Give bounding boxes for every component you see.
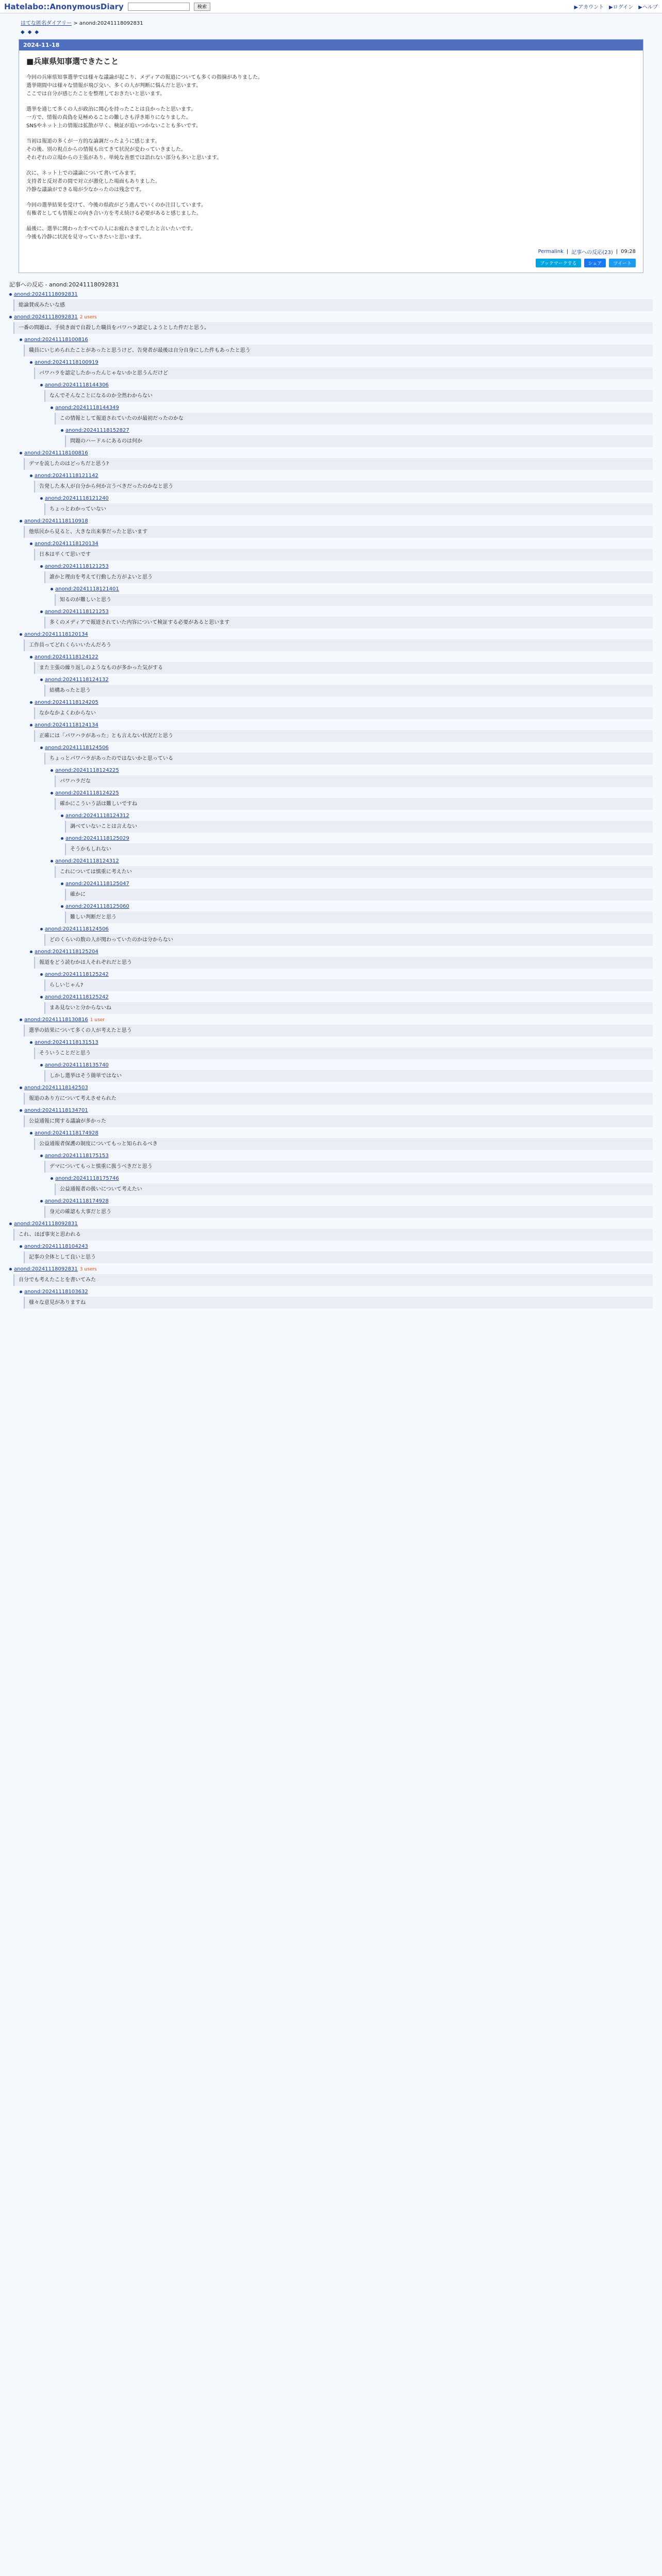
entry-paragraph: 今後も冷静に状況を見守っていきたいと思います。 — [26, 234, 145, 240]
reply-item — [20, 1085, 653, 1105]
reply-item — [51, 858, 653, 878]
reply-item — [51, 405, 653, 425]
site-logo[interactable]: Hatelabo::AnonymousDiary — [4, 2, 124, 11]
top-links — [574, 3, 658, 10]
entry-section — [26, 138, 636, 162]
reply-item — [40, 496, 653, 515]
reply-header — [51, 405, 653, 411]
entry-title: ■兵庫県知事選できたこと — [26, 57, 119, 66]
reply-body: 誰かと理由を考えて行動した方がよいと思う — [44, 571, 653, 583]
breadcrumb-separator: > — [72, 21, 79, 26]
reply-link[interactable]: anond:20241118124225 — [55, 768, 119, 773]
bullet-icon — [40, 747, 43, 749]
reply-item — [40, 1062, 653, 1082]
entry-paragraph: 冷静な議論ができる場が少なかったのは残念です。 — [26, 187, 145, 193]
reply-body: 記事の全体として良いと思う — [24, 1251, 653, 1263]
bullet-icon — [30, 361, 32, 364]
search-input[interactable] — [128, 3, 190, 11]
reply-header — [61, 813, 653, 819]
reply-link[interactable]: anond:20241118130816 — [24, 1017, 88, 1023]
bullet-icon — [51, 406, 53, 409]
reply-item — [40, 677, 653, 697]
entry-section — [26, 74, 636, 98]
reply-link[interactable]: anond:20241118121253 — [45, 609, 109, 615]
facebook-share-button[interactable]: シェア — [584, 259, 606, 267]
reply-body: 正確には「パワハラがあった」とも言えない状況だと思う — [34, 730, 653, 742]
reply-item — [30, 722, 653, 742]
reply-body: そうかもしれない — [65, 843, 653, 855]
bullet-icon — [51, 588, 53, 590]
bullet-icon — [61, 905, 63, 908]
reply-header — [61, 428, 653, 433]
reply-body: パワハラを認定したかったんじゃないかと思うんだけど — [34, 367, 653, 379]
user-icons — [0, 26, 662, 38]
reply-body: 難しい判断だと思う — [65, 911, 653, 923]
reply-header — [40, 1153, 653, 1159]
reply-header — [30, 654, 653, 660]
reply-body: 結構あったと思う — [44, 685, 653, 697]
bullet-icon — [30, 701, 32, 704]
separator: | — [616, 249, 618, 255]
entry-body — [19, 50, 643, 245]
login-link[interactable]: ▶ログイン — [609, 5, 634, 10]
entry-paragraph: 選挙を通じて多くの人が政治に関心を持ったことは良かったと思います。 — [26, 107, 196, 112]
reply-list — [9, 292, 653, 1309]
reply-link[interactable]: anond:20241118144349 — [55, 405, 119, 411]
entry-paragraph: 次に、ネット上での議論について書いてみます。 — [26, 171, 139, 176]
reply-link[interactable]: anond:20241118092831 — [14, 292, 78, 297]
reply-header — [30, 949, 653, 955]
reply-item — [30, 1130, 653, 1150]
bullet-icon — [30, 656, 32, 658]
reply-link[interactable]: anond:20241118175153 — [45, 1153, 109, 1159]
reply-body: まあ見ないと分からないね — [44, 1002, 653, 1014]
reply-body: 問題のハードルにあるのは何か — [65, 435, 653, 447]
reply-header — [30, 700, 653, 705]
tweet-button[interactable]: ツイート — [609, 259, 636, 267]
reply-body: 様々な意見がありますね — [24, 1297, 653, 1309]
top-bar — [0, 0, 662, 13]
reply-link[interactable]: anond:20241118124134 — [35, 722, 98, 728]
reply-header — [30, 473, 653, 479]
reply-link[interactable]: anond:20241118174928 — [45, 1198, 109, 1204]
reply-link[interactable]: anond:20241118110918 — [24, 518, 88, 524]
reply-link[interactable]: anond:20241118124122 — [35, 654, 98, 660]
bullet-icon — [51, 792, 53, 794]
reply-item — [51, 790, 653, 810]
reply-link[interactable]: anond:20241118124225 — [55, 790, 119, 796]
reply-header — [51, 586, 653, 592]
reply-item — [30, 949, 653, 969]
reply-header — [51, 768, 653, 773]
entry-paragraph: SNSやネット上の情報は拡散が早く、検証が追いつかないことも多いです。 — [26, 123, 202, 129]
reply-header — [9, 314, 653, 320]
reply-link[interactable]: anond:20241118152827 — [65, 428, 129, 433]
reply-item — [30, 360, 653, 379]
reply-body: 多くのメディアで報道されていた内容について検証する必要があると思います — [44, 617, 653, 629]
entry-paragraph: 支持者と反対者の間で対立が激化した場面もありました。 — [26, 179, 160, 184]
reply-link[interactable]: anond:20241118120134 — [24, 632, 88, 637]
reply-body: どのくらいの数の人が関わっていたのかは分からない — [44, 934, 653, 946]
bullet-icon — [40, 497, 43, 500]
bullet-icon — [20, 633, 22, 636]
entry-paragraph: 当初は報道の多くが一方的な論調だったように感じます。 — [26, 139, 160, 144]
reply-link[interactable]: anond:20241118100919 — [35, 360, 98, 365]
reply-item — [40, 972, 653, 991]
breadcrumb — [0, 13, 662, 26]
reply-item — [40, 1198, 653, 1218]
reply-item — [30, 1040, 653, 1059]
bullet-icon — [30, 1041, 32, 1044]
reply-header — [40, 677, 653, 683]
reply-body: 確かにこういう話は難しいですね — [55, 798, 653, 810]
reply-link[interactable]: anond:20241118175746 — [55, 1176, 119, 1181]
bullet-icon — [40, 1064, 43, 1066]
reply-header — [20, 1085, 653, 1091]
reply-body: 職員にいじめられたことがあったと思うけど、告発者が最後は自分自身にした件もあったと思う — [24, 345, 653, 357]
reply-item — [20, 337, 653, 357]
reply-item — [61, 813, 653, 833]
reply-link[interactable]: anond:20241118144306 — [45, 382, 109, 388]
reply-link[interactable]: anond:20241118121240 — [45, 496, 109, 501]
reply-link[interactable]: anond:20241118092831 — [14, 314, 78, 320]
reply-header — [20, 1108, 653, 1113]
reply-link[interactable]: anond:20241118124506 — [45, 926, 109, 932]
reply-body: 知るのが難しいと思う — [55, 594, 653, 606]
reply-body: 自分でも考えたことを書いてみた — [13, 1274, 653, 1286]
bullet-icon — [20, 520, 22, 522]
reply-item — [61, 836, 653, 855]
reply-body: 報道のあり方について考えさせられた — [24, 1093, 653, 1105]
reply-body: 日本は平くて思いです — [34, 549, 653, 561]
reply-item — [9, 292, 653, 311]
user-icon[interactable]: ◆ — [27, 29, 32, 35]
account-link[interactable]: ▶アカウント — [574, 5, 604, 10]
entry-footer — [19, 245, 643, 259]
entry-paragraph: ここでは自分が感じたことを整理しておきたいと思います。 — [26, 91, 166, 97]
entry-paragraph: 一方で、情報の真偽を見極めることの難しさも浮き彫りになりました。 — [26, 115, 191, 121]
reply-body: なかなかよくわからない — [34, 707, 653, 719]
reply-link[interactable]: anond:20241118092831 — [14, 1266, 78, 1272]
reply-body: この情報として報道されていたのが最初だったのかな — [55, 413, 653, 425]
entry-paragraph: 選挙期間中は様々な情報が飛び交い、多くの人が判断に悩んだと思います。 — [26, 83, 202, 89]
reply-header — [40, 1198, 653, 1204]
reply-link[interactable]: anond:20241118104243 — [24, 1244, 88, 1249]
reply-item — [51, 1176, 653, 1195]
reply-link[interactable]: anond:20241118121253 — [45, 564, 109, 569]
separator: | — [566, 249, 569, 255]
bullet-icon — [20, 1109, 22, 1112]
bullet-icon — [40, 565, 43, 568]
reply-item — [40, 609, 653, 629]
reply-body: 一番の問題は、手続き面で自殺した職員をパワハラ認定しようとした件だと思う。 — [13, 322, 653, 334]
reply-header — [30, 541, 653, 547]
bullet-icon — [61, 429, 63, 432]
bullet-icon — [9, 1223, 12, 1225]
bullet-icon — [51, 769, 53, 772]
reply-link[interactable]: anond:20241118174928 — [35, 1130, 98, 1136]
bullet-icon — [9, 293, 12, 296]
reply-body: ちょっとパワハラがあったのではないかと思っている — [44, 753, 653, 765]
reply-item — [20, 1289, 653, 1309]
user-icon[interactable]: ◆ — [21, 29, 25, 35]
bullet-icon — [20, 1019, 22, 1021]
reply-body: そういうことだと思う — [34, 1047, 653, 1059]
reply-body: ちょっとわかっていない — [44, 503, 653, 515]
bullet-icon — [20, 452, 22, 454]
reply-item — [40, 564, 653, 583]
reply-header — [20, 450, 653, 456]
reply-header — [30, 360, 653, 365]
reply-item — [40, 745, 653, 765]
reply-link[interactable]: anond:20241118124312 — [65, 813, 129, 819]
reply-link[interactable]: anond:20241118125242 — [45, 972, 109, 977]
reply-header — [20, 1289, 653, 1295]
reply-header — [9, 1221, 653, 1227]
reactions-link[interactable]: 記事への反応(23) — [571, 250, 613, 256]
reply-header — [30, 722, 653, 728]
bullet-icon — [20, 338, 22, 341]
reply-link[interactable]: anond:20241118142503 — [24, 1085, 88, 1091]
breadcrumb-current: anond:20241118092831 — [79, 21, 143, 26]
reply-body: 告発した本人が自分から何か言うべきだったのかなと思う — [34, 481, 653, 493]
reply-link[interactable]: anond:20241118124132 — [45, 677, 109, 683]
entry-section — [26, 225, 636, 242]
bullet-icon — [61, 837, 63, 840]
bookmark-count[interactable]: 1 user — [90, 1017, 105, 1023]
help-link[interactable]: ▶ヘルプ — [638, 5, 658, 10]
reply-header — [51, 790, 653, 796]
reply-header — [51, 1176, 653, 1181]
reply-item — [61, 881, 653, 901]
bullet-icon — [20, 1291, 22, 1293]
reply-link[interactable]: anond:20241118125060 — [65, 904, 129, 909]
thread-heading: 記事への反応 - anond:20241118092831 — [9, 281, 120, 288]
reply-body: 調べていないことは言えない — [65, 821, 653, 833]
reply-item — [30, 473, 653, 493]
reply-body: 身元の確認も大事だと思う — [44, 1206, 653, 1218]
reply-item — [9, 314, 653, 334]
bullet-icon — [40, 679, 43, 681]
reply-header — [40, 745, 653, 751]
reply-header — [61, 836, 653, 841]
reply-header — [40, 382, 653, 388]
bullet-icon — [30, 724, 32, 726]
reply-link[interactable]: anond:20241118124506 — [45, 745, 109, 751]
reply-item — [20, 450, 653, 470]
reply-header — [20, 518, 653, 524]
reply-header — [40, 972, 653, 977]
reply-body: 工作員ってどれくらいいたんだろう — [24, 639, 653, 651]
bullet-icon — [51, 1177, 53, 1180]
bullet-icon — [9, 1268, 12, 1270]
reply-body: 他県民から見ると、大きな出来事だったと思います — [24, 526, 653, 538]
reply-link[interactable]: anond:20241118125204 — [35, 949, 98, 955]
bullet-icon — [61, 815, 63, 817]
reply-header — [20, 1244, 653, 1249]
reply-header — [51, 858, 653, 864]
bullet-icon — [40, 973, 43, 976]
reply-link[interactable]: anond:20241118125242 — [45, 994, 109, 1000]
reply-body: 確かに — [65, 889, 653, 901]
reply-body: 総論賛成みたいな感 — [13, 299, 653, 311]
search-button[interactable]: 検索 — [194, 3, 210, 11]
bullet-icon — [40, 611, 43, 613]
entry-time: 09:28 — [621, 249, 636, 255]
reply-header — [40, 564, 653, 569]
reply-item — [40, 926, 653, 946]
bullet-icon — [40, 1200, 43, 1202]
entry-paragraph: その後、別の視点からの情報も出てきて状況が変わっていきました。 — [26, 147, 186, 152]
reply-link[interactable]: anond:20241118131513 — [35, 1040, 98, 1045]
reply-header — [61, 904, 653, 909]
reply-body: パワハラだな — [55, 775, 653, 787]
breadcrumb-parent[interactable]: はてな匿名ダイアリー — [21, 21, 72, 26]
reply-link[interactable]: anond:20241118100816 — [24, 450, 88, 456]
reply-body: らしいじゃん? — [44, 979, 653, 991]
bullet-icon — [30, 951, 32, 953]
reply-header — [40, 994, 653, 1000]
reply-link[interactable]: anond:20241118124205 — [35, 700, 98, 705]
reply-body: 公益通報者の扱いについて考えたい — [55, 1183, 653, 1195]
reply-item — [51, 586, 653, 606]
entry-paragraph: それぞれの立場からの主張があり、単純な善悪では語れない部分も多いと思います。 — [26, 155, 222, 161]
entry-paragraph: 有権者としても情報との向き合い方を考え続ける必要があると感じました。 — [26, 211, 202, 216]
reply-link[interactable]: anond:20241118135740 — [45, 1062, 109, 1068]
reply-body: 公益通報に関する議論が多かった — [24, 1115, 653, 1127]
reply-body: デマについてもっと慎重に扱うべきだと思う — [44, 1161, 653, 1173]
entry-paragraph: 今回の選挙結果を受けて、今後の県政がどう進んでいくのか注目しています。 — [26, 202, 206, 208]
entry-sections — [26, 74, 636, 242]
reply-header — [40, 1062, 653, 1068]
reply-link[interactable]: anond:20241118121142 — [35, 473, 98, 479]
reply-header — [9, 292, 653, 297]
bullet-icon — [30, 543, 32, 545]
reply-link[interactable]: anond:20241118125029 — [65, 836, 129, 841]
reply-header — [20, 632, 653, 637]
reply-link[interactable]: anond:20241118092831 — [14, 1221, 78, 1227]
reply-header — [30, 1040, 653, 1045]
entry-paragraph: 今回の兵庫県知事選挙では様々な議論が起こり、メディアの報道についても多くの指摘がありました。 — [26, 75, 263, 80]
permalink-link[interactable]: Permalink — [538, 249, 564, 255]
reply-link[interactable]: anond:20241118120134 — [35, 541, 98, 547]
reply-header — [30, 1130, 653, 1136]
entry-date: 2024-11-18 — [19, 40, 643, 50]
reply-header — [40, 496, 653, 501]
reply-item — [51, 768, 653, 787]
reply-header — [40, 609, 653, 615]
reply-item — [9, 1221, 653, 1241]
reactions-thread — [9, 280, 653, 1309]
reply-header — [61, 881, 653, 887]
reply-link[interactable]: anond:20241118125047 — [65, 881, 129, 887]
reply-body: 報道をどう読むかは人それぞれだと思う — [34, 957, 653, 969]
reply-link[interactable]: anond:20241118124312 — [55, 858, 119, 864]
reply-body: しかし選挙はそう簡単ではない — [44, 1070, 653, 1082]
bullet-icon — [40, 384, 43, 386]
entry-paragraph: 最後に、選挙に関わったすべての人にお疲れさまでしたと言いたいです。 — [26, 226, 196, 232]
bookmark-count[interactable]: 2 users — [79, 314, 97, 320]
entry-section — [26, 170, 636, 194]
reply-item — [30, 541, 653, 561]
entry-section — [26, 201, 636, 218]
reply-header — [9, 1266, 653, 1272]
reply-header — [20, 337, 653, 343]
user-icon[interactable]: ◆ — [35, 29, 39, 35]
reply-body: これ、ほぼ事実と思われる — [13, 1229, 653, 1241]
bookmark-count[interactable]: 3 users — [79, 1266, 97, 1272]
reply-item — [20, 518, 653, 538]
bullet-icon — [30, 474, 32, 477]
reply-item — [20, 1017, 653, 1037]
reply-item — [61, 904, 653, 923]
bookmark-button[interactable]: ブックマークする — [536, 259, 581, 267]
reply-item — [40, 994, 653, 1014]
reply-link[interactable]: anond:20241118100816 — [24, 337, 88, 343]
reply-item — [9, 1266, 653, 1286]
bullet-icon — [20, 1087, 22, 1089]
reply-body: また主張の繰り返しのようなものが多かった気がする — [34, 662, 653, 674]
reply-item — [30, 654, 653, 674]
reply-body: 選挙の結果について多くの人が考えたと思う — [24, 1025, 653, 1037]
bullet-icon — [40, 996, 43, 998]
bullet-icon — [20, 1245, 22, 1248]
diary-entry — [19, 39, 643, 273]
reply-header — [20, 1017, 653, 1023]
reply-link[interactable]: anond:20241118134701 — [24, 1108, 88, 1113]
bullet-icon — [40, 928, 43, 930]
reply-link[interactable]: anond:20241118103632 — [24, 1289, 88, 1295]
reply-item — [30, 700, 653, 719]
reply-item — [61, 428, 653, 447]
share-buttons — [19, 259, 643, 273]
reply-body: これについては慎重に考えたい — [55, 866, 653, 878]
reply-link[interactable]: anond:20241118121401 — [55, 586, 119, 592]
reply-header — [40, 926, 653, 932]
entry-section — [26, 106, 636, 130]
reply-item — [20, 1108, 653, 1127]
bullet-icon — [30, 1132, 32, 1134]
bullet-icon — [9, 316, 12, 318]
reply-item — [20, 1244, 653, 1263]
reply-body: 公益通報者保護の制度についてもっと知られるべき — [34, 1138, 653, 1150]
bullet-icon — [51, 860, 53, 862]
bullet-icon — [61, 883, 63, 885]
reply-body: デマを流したのはどっちだと思う? — [24, 458, 653, 470]
reply-item — [40, 1153, 653, 1173]
reply-item — [20, 632, 653, 651]
reply-body: なんでそんなことになるのか全然わからない — [44, 390, 653, 402]
bullet-icon — [40, 1155, 43, 1157]
reply-item — [40, 382, 653, 402]
